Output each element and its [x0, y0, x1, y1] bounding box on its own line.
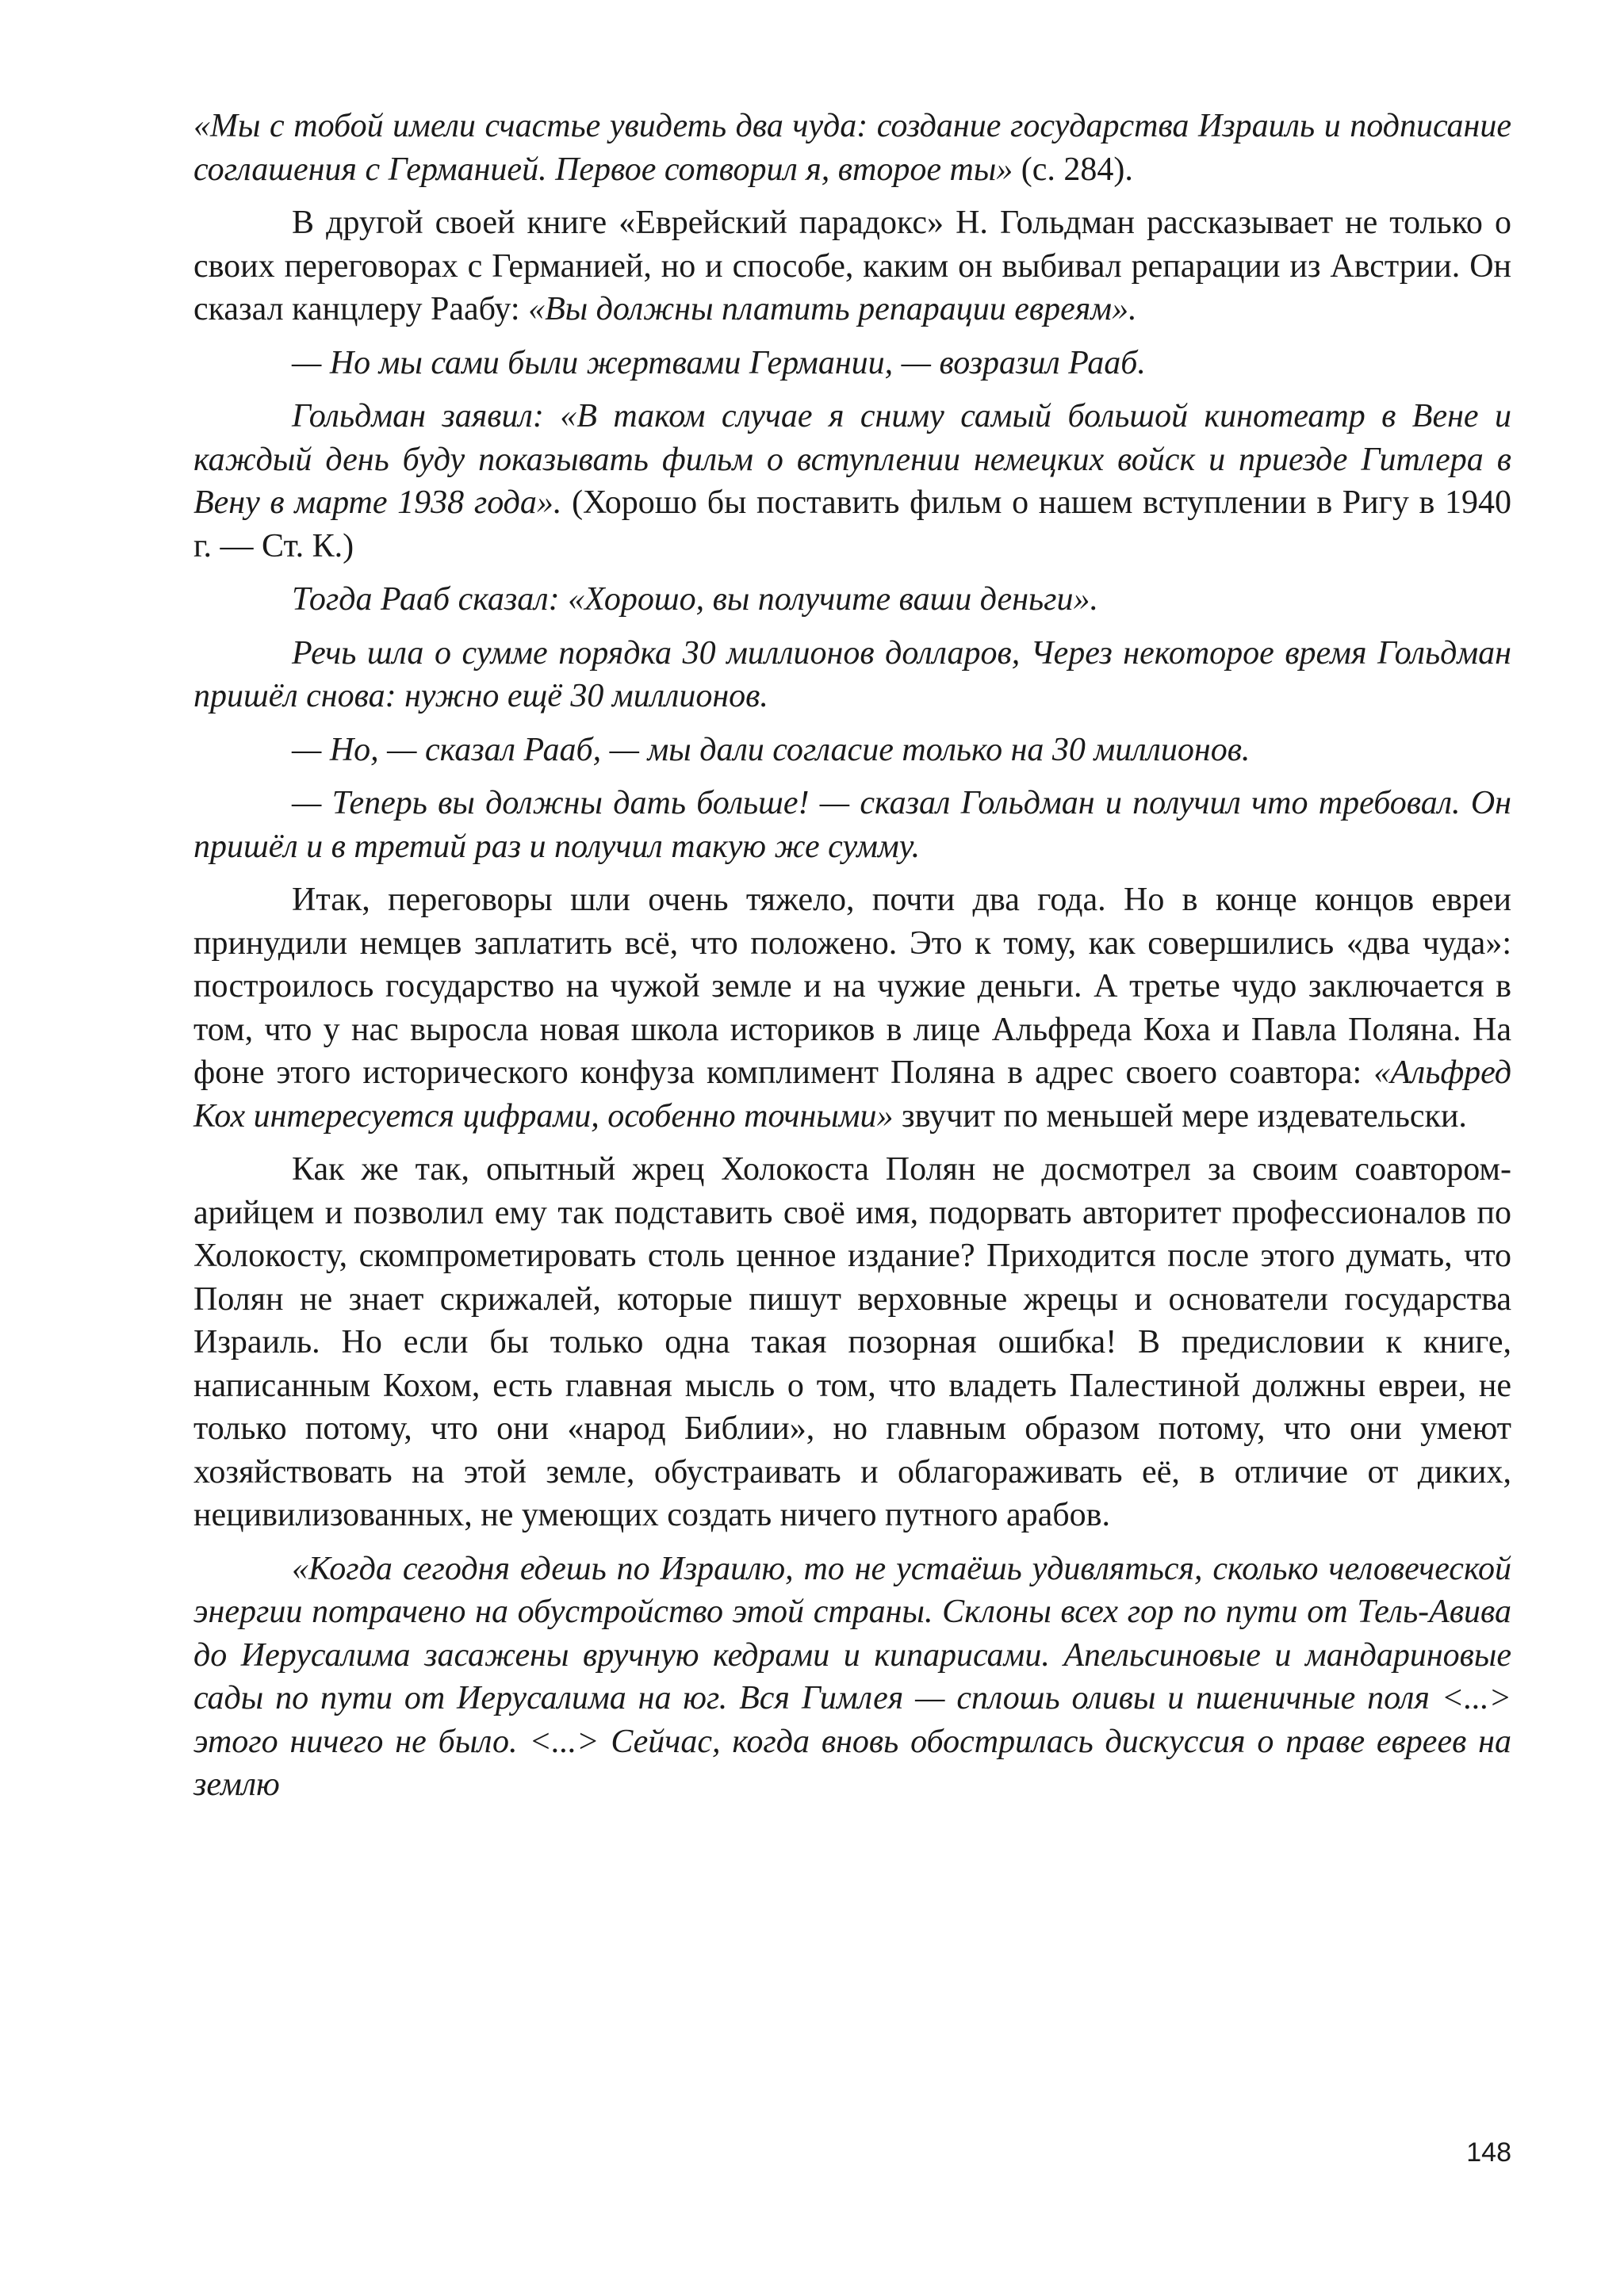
- quote-text: Тогда Рааб сказал: «Хорошо, вы получите ваши деньги».: [292, 581, 1099, 618]
- paragraph-raab-consent: [193, 729, 1511, 772]
- paragraph-raab-agrees: [193, 578, 1511, 622]
- quote-text: — Но мы сами были жертвами Германии, — возразил Рааб.: [292, 344, 1146, 381]
- quote-text: «Когда сегодня едешь по Израилю, то не устаёшь удивляться, сколько человеческой энергии потрачено на обустройство этой страны. Склоны всех гор по пути от Тель-Авива до Иерусалима засажены вручную кедрами и кипарисами. Апельсиновые и мандариновые сады по пути от Иерусалима на юг. Вся Гимлея — сплошь оливы и пшеничные поля <...> этого ничего не было. <...> Сейчас, когда вновь обострилась дискуссия о праве евреев на землю: [193, 1550, 1511, 1803]
- quote-text: — Но, — сказал Рааб, — мы дали согласие только на 30 миллионов.: [292, 731, 1251, 768]
- quote-text: «Мы с тобой имели счастье увидеть два чуда: создание государства Израиль и подписание соглашения с Германией. Первое сотворил я, второе ты»: [193, 108, 1511, 188]
- paragraph-raab-objection: [193, 342, 1511, 385]
- paragraph-text: В другой своей книге «Еврейский парадокс» Н. Гольдман рассказывает не только о своих переговорах с Германией, но и способе, каким он выбивал репарации из Австрии. Он сказал канцлеру Раабу:: [193, 205, 1511, 327]
- paragraph-thirty-million: [193, 632, 1511, 718]
- paragraph-jewish-paradox: [193, 201, 1511, 331]
- paragraph-text: (Хорошо бы поставить фильм о нашем вступлении в Ригу в 1940 г. — Ст. К.): [193, 484, 1511, 564]
- citation-text: (с. 284).: [1013, 151, 1133, 188]
- quote-text: «Вы должны платить репарации евреям».: [528, 291, 1137, 327]
- paragraph-israel-quote: [193, 1548, 1511, 1807]
- quote-text: «Альфред Кох интересуется цифрами, особенно точными»: [193, 1054, 1511, 1135]
- quote-text: — Теперь вы должны дать больше! — сказал Гольдман и получил что требовал. Он пришёл и в третий раз и получил такую же сумму.: [193, 785, 1511, 865]
- paragraph-holocaust-priest: [193, 1148, 1511, 1537]
- paragraph-negotiations: [193, 878, 1511, 1138]
- page-number: 148: [1466, 2137, 1511, 2168]
- quote-text: Речь шла о сумме порядка 30 миллионов долларов, Через некоторое время Гольдман пришёл снова: нужно ещё 30 миллионов.: [193, 634, 1511, 714]
- paragraph-text: звучит по меньшей мере издевательски.: [893, 1097, 1467, 1135]
- body-text: [193, 105, 1511, 1817]
- paragraph-text: Итак, переговоры шли очень тяжело, почти два года. Но в конце концов евреи принудили немцев заплатить всё, что положено. Это к тому, как совершились «два чуда»: построилось государство на чужой земле и на чужие деньги. А третье чудо заключается в том, что у нас выросла новая школа историков в лице Альфреда Коха и Павла Поляна. На фоне этого исторического конфуза комплимент Поляна в адрес своего соавтора:: [193, 882, 1511, 1091]
- paragraph-goldman-cinema: [193, 395, 1511, 568]
- paragraph-pay-more: [193, 782, 1511, 868]
- quote-text: Гольдман заявил: «В таком случае я сниму самый большой кинотеатр в Вене и каждый день буду показывать фильм о вступлении немецких войск и приезде Гитлера в Вену в марте 1938 года».: [193, 398, 1511, 521]
- paragraph-text: Как же так, опытный жрец Холокоста Полян не досмотрел за своим соавтором-арийцем и позволил ему так подставить своё имя, подорвать авторитет профессионалов по Холокосту, скомпрометировать столь ценное издание? Приходится после этого думать, что Полян не знает скрижалей, которые пишут верховные жрецы и основатели государства Израиль. Но если бы только одна такая позорная ошибка! В предисловии к книге, написанным Кохом, есть главная мысль о том, что владеть Палестиной должны евреи, не только потому, что они «народ Библии», но главным образом потому, что они умеют хозяйствовать на этой земле, обустраивать и облагораживать её, в отличие от диких, нецивилизованных, не умеющих создать ничего путного арабов.: [193, 1151, 1511, 1533]
- paragraph-quote-two-miracles: [193, 105, 1511, 191]
